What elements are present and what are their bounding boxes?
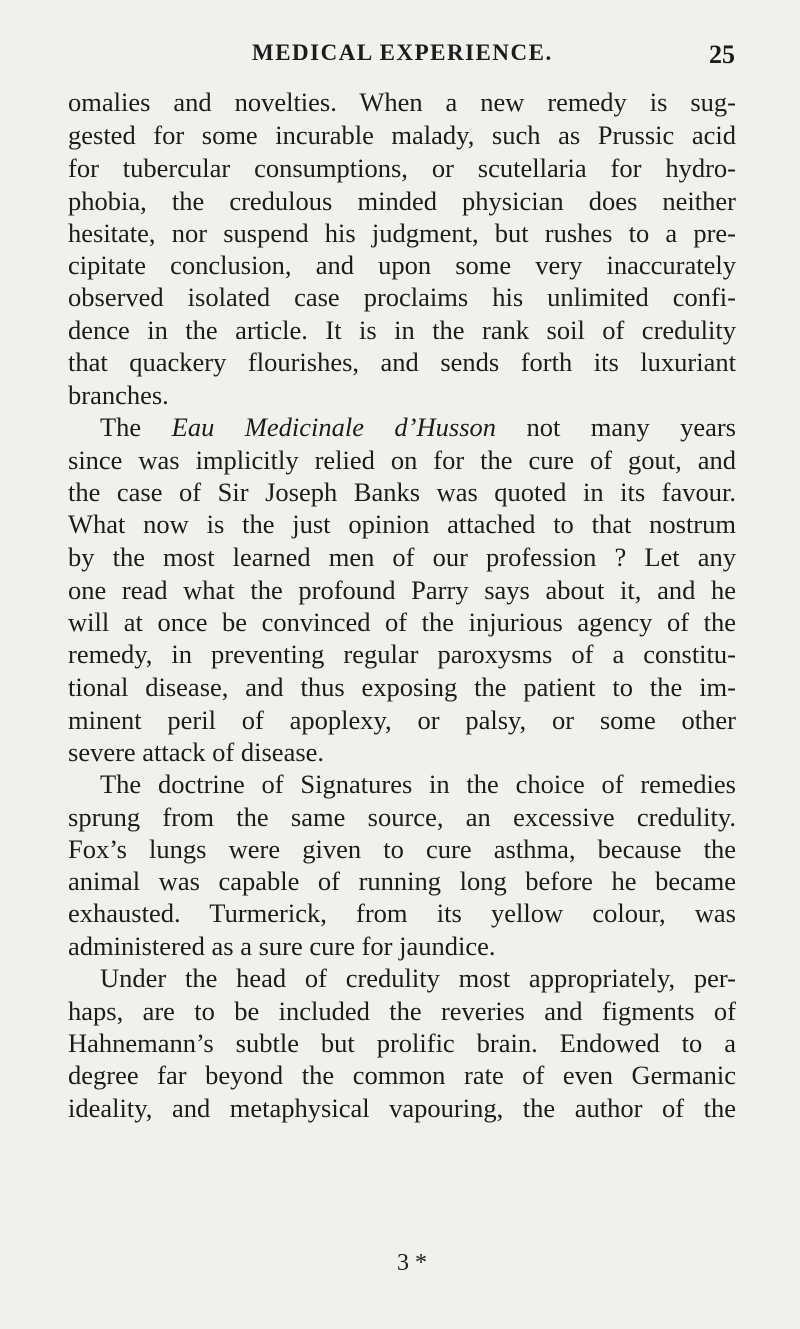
- text-line: by the most learned men of our profession ? Let any: [68, 542, 736, 572]
- text-line: sprung from the same source, an excessive credulity.: [68, 802, 736, 832]
- text-line: Hahnemann’s subtle but prolific brain. Endowed to a: [68, 1028, 736, 1058]
- text-line: degree far beyond the common rate of even Germanic: [68, 1060, 736, 1090]
- text-line: for tubercular consumptions, or scutellaria for hydro-: [68, 153, 736, 183]
- text-line: phobia, the credulous minded physician does neither: [68, 186, 736, 216]
- text-line: cipitate conclusion, and upon some very inaccurately: [68, 250, 736, 280]
- text-line: one read what the profound Parry says about it, and he: [68, 575, 736, 605]
- text-line: severe attack of disease.: [68, 737, 325, 767]
- text-line: Under the head of credulity most appropriately, per-: [100, 963, 736, 993]
- text-line: exhausted. Turmerick, from its yellow colour, was: [68, 898, 736, 928]
- text-run: The: [100, 412, 172, 442]
- text-line: gested for some incurable malady, such as Prussic acid: [68, 120, 736, 150]
- text-line: haps, are to be included the reveries and figments of: [68, 996, 736, 1026]
- text-line: hesitate, nor suspend his judgment, but rushes to a pre-: [68, 218, 736, 248]
- text-line: branches.: [68, 380, 169, 410]
- text-line: What now is the just opinion attached to that nostrum: [68, 509, 736, 539]
- running-header: MEDICAL EXPERIENCE.: [252, 40, 553, 65]
- text-line: The doctrine of Signatures in the choice of remedies: [100, 769, 736, 799]
- text-line: remedy, in preventing regular paroxysms of a constitu-: [68, 639, 736, 669]
- text-run: not many years: [496, 412, 736, 442]
- text-line: animal was capable of running long before he became: [68, 866, 736, 896]
- text-line: Fox’s lungs were given to cure asthma, because the: [68, 834, 736, 864]
- text-line: tional disease, and thus exposing the patient to the im-: [68, 672, 736, 702]
- text-line: ideality, and metaphysical vapouring, the author of the: [68, 1093, 736, 1123]
- text-line: omalies and novelties. When a new remedy is sug-: [68, 87, 736, 117]
- text-line: observed isolated case proclaims his unlimited confi-: [68, 282, 736, 312]
- printer-signature: 3 *: [397, 1250, 427, 1276]
- text-line: that quackery flourishes, and sends forth its luxuriant: [68, 347, 736, 377]
- text-line: will at once be convinced of the injurious agency of the: [68, 607, 736, 637]
- text-line: minent peril of apoplexy, or palsy, or some other: [68, 705, 736, 735]
- italic-title: Eau Medicinale d’Husson: [171, 412, 497, 442]
- text-line: [100, 410, 736, 444]
- text-line: the case of Sir Joseph Banks was quoted in its favour.: [68, 477, 736, 507]
- text-line: since was implicitly relied on for the cure of gout, and: [68, 445, 736, 475]
- page-number: 25: [709, 40, 735, 69]
- text-line: dence in the article. It is in the rank soil of credulity: [68, 315, 736, 345]
- text-line: administered as a sure cure for jaundice.: [68, 931, 496, 961]
